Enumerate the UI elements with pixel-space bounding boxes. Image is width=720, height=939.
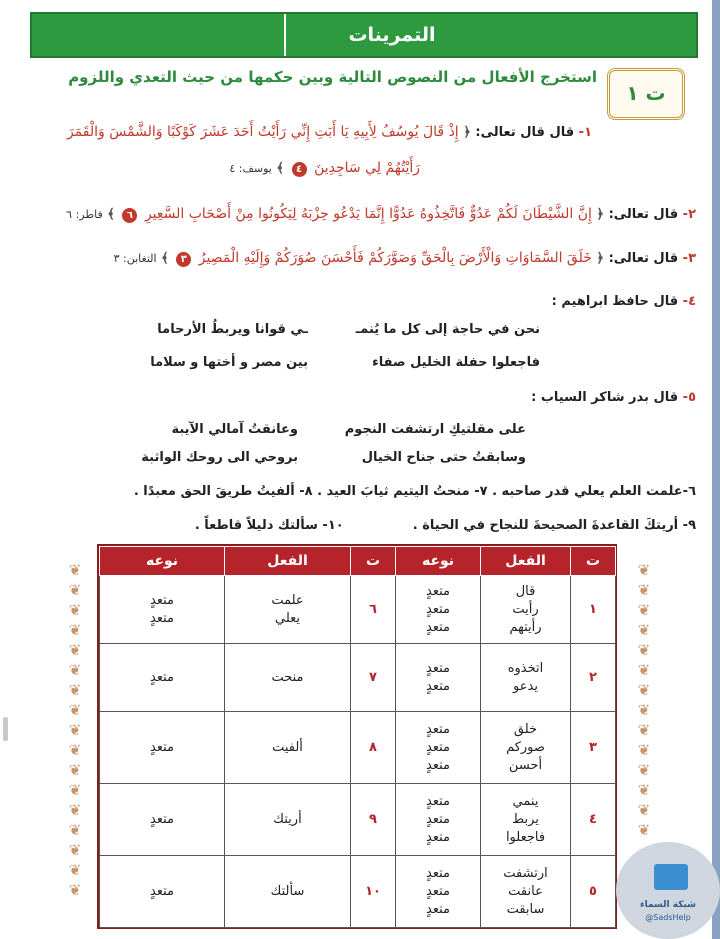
verb-cell-line: منحت (271, 669, 304, 685)
type-cell-line: متعدٍ (426, 757, 450, 773)
row-number: ٧ (351, 644, 396, 712)
verb-cell-line: رأيت (512, 601, 539, 617)
verb-cell-line: قال (515, 583, 536, 599)
ayah-number-marker: ٣ (176, 252, 191, 267)
column-header: ت (351, 547, 396, 576)
verb-cell-line: يدعو (513, 678, 538, 694)
table-row (100, 784, 616, 856)
verb-cell-line: خلق (513, 721, 538, 737)
type-cell-line: متعدٍ (426, 601, 450, 617)
type-cell (396, 784, 481, 856)
items-9-10-line (195, 518, 696, 533)
page-title: التمرينات (348, 24, 436, 46)
verb-cell (481, 856, 571, 928)
instruction-text: استخرج الأفعال من النصوص التالية وبين حكمها من حيث التعدي واللزوم (68, 68, 597, 86)
verb-cell (481, 576, 571, 644)
row-number: ٣ (571, 712, 616, 784)
site-logo (616, 842, 720, 939)
verb-cell-line: ارتشفت (503, 865, 548, 881)
type-cell-line: متعدٍ (426, 678, 450, 694)
type-cell (100, 712, 225, 784)
verb-cell-line: رأيتهم (509, 619, 542, 635)
items-6-8-line (134, 484, 696, 499)
poem-verse: وسابقتُ حتى جناح الخيال (361, 450, 526, 465)
type-cell (100, 784, 225, 856)
table-row (100, 712, 616, 784)
poem-verse: على مقلتيكِ ارتشفت النجوم (344, 422, 526, 437)
column-header: نوعه (100, 547, 225, 576)
table-row (100, 644, 616, 712)
type-cell-line: متعدٍ (150, 592, 174, 608)
item-3-verse: خَلَقَ السَّمَاوَاتِ وَالْأَرْضَ بِالْحَقِّ وَصَوَّرَكُمْ فَأَحْسَنَ صُوَرَكُمْ وَإِلَيْهِ الْمَصِيرُ (198, 250, 592, 266)
header-divider (284, 14, 286, 56)
ornament-left: ❦ ❦ ❦ ❦ ❦ ❦ ❦ ❦ ❦ ❦ ❦ ❦ ❦ ❦ ❦ ❦ ❦ (68, 561, 82, 899)
verb-cell-line: سألتك (270, 883, 305, 899)
item-1-intro: قال قال تعالى: (475, 125, 575, 140)
poem-verse: نحن في حاجة إلى كل ما يُنمـ (355, 322, 540, 337)
answer-table (97, 544, 617, 929)
table-row (100, 576, 616, 644)
item-1-verse-a: إِذْ قَالَ يُوسُفُ لِأَبِيهِ يَا أَبَتِ إِنِّي رَأَيْتُ أَحَدَ عَشَرَ كَوْكَبًا وَالشَّمْسَ وَالْقَمَرَ (66, 124, 459, 140)
verb-cell-line: يربط (512, 811, 539, 827)
ornament-right: ❦ ❦ ❦ ❦ ❦ ❦ ❦ ❦ ❦ ❦ ❦ ❦ ❦ ❦ (637, 561, 651, 839)
logo-handle: @SadsHelp (645, 913, 691, 922)
type-cell-line: متعدٍ (426, 739, 450, 755)
type-cell-line: متعدٍ (426, 829, 450, 845)
item-1-line-1: ١- قال قال تعالى: ﴿ إِذْ قَالَ يُوسُفُ لِأَبِيهِ يَا أَبَتِ إِنِّي رَأَيْتُ أَحَدَ عَشَرَ كَوْكَبًا وَالشَّمْسَ وَالْقَمَرَ (66, 124, 592, 140)
type-cell-line: متعدٍ (150, 669, 174, 685)
item-8-text: ٨- ألفيتُ طريقَ الحق معبدًا . (133, 484, 313, 499)
exercise-header (30, 12, 698, 58)
book-icon (654, 864, 688, 890)
type-cell-line: متعدٍ (426, 811, 450, 827)
type-cell (396, 576, 481, 644)
verb-cell (225, 784, 351, 856)
verb-cell-line: ألفيت (272, 739, 303, 755)
item-10-text: ١٠- سألتك دليلاً قاطعاً . (194, 518, 344, 533)
row-number: ٥ (571, 856, 616, 928)
item-3-intro: قال تعالى: (608, 251, 679, 266)
item-3-line: ٣- قال تعالى: ﴿ خَلَقَ السَّمَاوَاتِ وَالْأَرْضَ بِالْحَقِّ وَصَوَّرَكُمْ فَأَحْسَنَ صُوَرَكُمْ وَإِلَيْهِ الْمَصِيرُ ٣ ﴾ التغابن: ٣ (113, 250, 696, 266)
verb-cell-line: أريتك (273, 811, 302, 827)
verb-cell (481, 784, 571, 856)
column-header: الفعل (481, 547, 571, 576)
verb-cell (481, 712, 571, 784)
type-cell-line: متعدٍ (426, 721, 450, 737)
row-number: ٤ (571, 784, 616, 856)
verb-cell-line: عانقت (508, 883, 543, 899)
verb-cell (225, 644, 351, 712)
item-1-reference: يوسف: ٤ (229, 162, 272, 175)
type-cell-line: متعدٍ (150, 883, 174, 899)
scroll-handle[interactable] (3, 717, 8, 741)
column-header: ت (571, 547, 616, 576)
item-1-verse-b: رَأَيْتُهُمْ لِي سَاجِدِينَ (314, 160, 420, 176)
type-cell (100, 644, 225, 712)
item-3-reference: التغابن: ٣ (113, 252, 157, 265)
item-5-title: قال بدر شاكر السياب : (531, 390, 679, 405)
type-cell-line: متعدٍ (150, 610, 174, 626)
ayah-number-marker: ٦ (122, 208, 137, 223)
item-9-text: ٩- أريتكَ القاعدةَ الصحيحةَ للنجاح في الحياة . (412, 518, 696, 533)
item-1-line-2: رَأَيْتُهُمْ لِي سَاجِدِينَ ٤ ﴾ يوسف: ٤ (229, 160, 420, 176)
item-2-verse: إِنَّ الشَّيْطَانَ لَكُمْ عَدُوٌّ فَاتَّخِذُوهُ عَدُوًّا إِنَّمَا يَدْعُو حِزْبَهُ لِيَكُونُوا مِنْ أَصْحَابِ السَّعِيرِ (144, 206, 592, 222)
poem-verse: فاجعلوا حفلة الخليل صفاء (372, 355, 540, 370)
item-2-intro: قال تعالى: (608, 207, 679, 222)
item-4-title: قال حافظ ابراهيم : (551, 294, 679, 309)
item-5-title-line: ٥- قال بدر شاكر السياب : (531, 390, 696, 405)
exercise-badge-label: ت ١ (626, 81, 666, 105)
item-4-title-line: ٤- قال حافظ ابراهيم : (551, 294, 696, 309)
type-cell-line: متعدٍ (150, 811, 174, 827)
table-header-row (100, 547, 616, 576)
logo-text: شبكة السماء (640, 900, 696, 910)
type-cell-line: متعدٍ (426, 583, 450, 599)
verb-cell-line: أحسن (508, 757, 543, 773)
poem-verse: وعانقتُ آمالي الآيبة (171, 422, 298, 437)
poem-verse: بين مصر و أختها و سلاما (150, 355, 308, 370)
verb-cell-line: ينمي (512, 793, 539, 809)
type-cell (396, 644, 481, 712)
item-7-text: ٧- منحتُ اليتيم ثيابَ العيد . (317, 484, 488, 499)
column-header: نوعه (396, 547, 481, 576)
column-header: الفعل (225, 547, 351, 576)
type-cell (396, 712, 481, 784)
verb-cell-line: يعلي (274, 610, 301, 626)
item-6-text: ٦-علمت العلم يعلي قدر صاحبه . (492, 484, 696, 499)
type-cell (396, 856, 481, 928)
row-number: ١ (571, 576, 616, 644)
page-edge (712, 0, 720, 939)
exercise-badge (607, 68, 685, 120)
type-cell-line: متعدٍ (426, 901, 450, 917)
type-cell (100, 576, 225, 644)
poem-verse: بروحي الى روحك الواثبة (141, 450, 298, 465)
verb-cell (225, 576, 351, 644)
verb-cell (225, 712, 351, 784)
row-number: ٨ (351, 712, 396, 784)
verb-cell (481, 644, 571, 712)
verb-cell-line: اتخذوه (507, 660, 544, 676)
type-cell-line: متعدٍ (150, 739, 174, 755)
item-2-reference: فاطر: ٦ (66, 208, 103, 221)
verb-cell (225, 856, 351, 928)
ayah-number-marker: ٤ (292, 162, 307, 177)
verb-cell-line: فاجعلوا (505, 829, 546, 845)
row-number: ١٠ (351, 856, 396, 928)
type-cell-line: متعدٍ (426, 619, 450, 635)
verb-cell-line: علمت (271, 592, 304, 608)
type-cell (100, 856, 225, 928)
type-cell-line: متعدٍ (426, 865, 450, 881)
verb-cell-line: صوركم (506, 739, 545, 755)
table-row (100, 856, 616, 928)
row-number: ٩ (351, 784, 396, 856)
poem-verse: ـي قوانا ويربطُ الأرحاما (157, 322, 308, 337)
row-number: ٦ (351, 576, 396, 644)
type-cell-line: متعدٍ (426, 793, 450, 809)
row-number: ٢ (571, 644, 616, 712)
type-cell-line: متعدٍ (426, 660, 450, 676)
type-cell-line: متعدٍ (426, 883, 450, 899)
verb-cell-line: سابقت (506, 901, 545, 917)
item-2-line: ٢- قال تعالى: ﴿ إِنَّ الشَّيْطَانَ لَكُمْ عَدُوٌّ فَاتَّخِذُوهُ عَدُوًّا إِنَّمَا يَدْعُو حِزْبَهُ لِيَكُونُوا مِنْ أَصْحَابِ السَّعِيرِ ٦ ﴾ فاطر: ٦ (66, 206, 696, 222)
